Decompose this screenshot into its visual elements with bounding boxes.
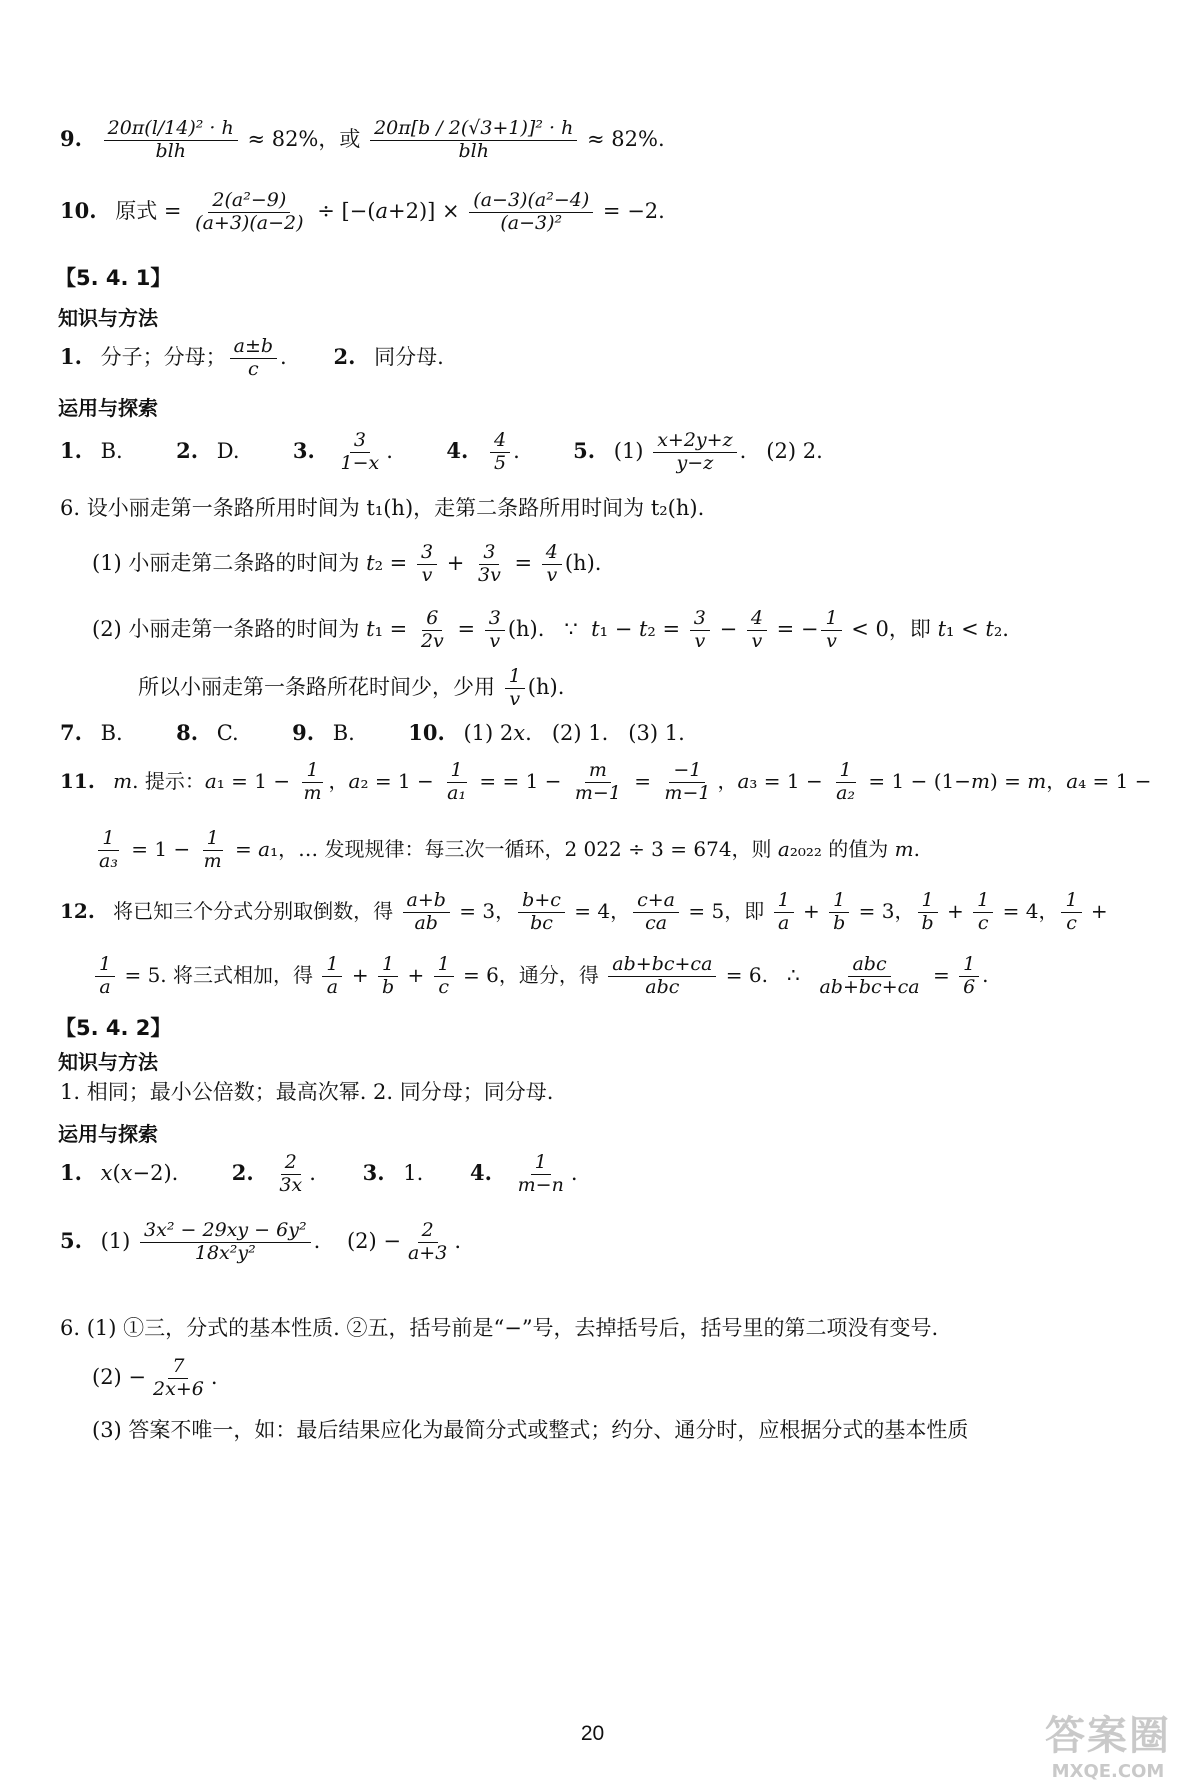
s542-a1: 1. x(x−2). 2. $\frac{2}{3x}$ . 3. 1. 4. $\frac{1}{m-n}$ . — [60, 1151, 578, 1196]
subheading-knowledge-541: 知识与方法 — [58, 306, 158, 330]
s541-a7: 7. B. 8. C. 9. B. 10. (1) 2x. (2) 1. (3) 1. — [60, 720, 685, 745]
s542-a5: 5. (1) $\frac{\text{3x² − 29xy − 6y²}}{\text{18x²y²}}$ . (2) − $\frac{2}{a+3}$ . — [60, 1219, 461, 1264]
s541-a6-1: (1) 小丽走第二条路的时间为 t₂ = $\frac{3}{v}$ + $\frac{3}{3v}$ = $\frac{4}{v}$ (h). — [92, 541, 602, 586]
s541-a6: 6. 设小丽走第一条路所用时间为 t₁(h)，走第二条路所用时间为 t₂(h). — [60, 496, 705, 520]
s541-a1: 1. B. 2. D. 3. $\frac{3}{1-x}$ . 4. $\frac{4}{5}$ . 5. (1) $\frac{x+2y+z}{y-z}$ . (2) 2. — [60, 429, 823, 474]
s541-a12b: $\frac{1}{a}$ = 5. 将三式相加，得 $\frac{1}{a}$ + $\frac{1}{b}$ + $\frac{1}{c}$ = 6，通分，得 $\frac{ab+bc+ca}{\text{abc}}$ = 6. ∴ $\frac{\text{abc}}{ab+bc+ca}$ = $\frac{1}{6}$ . — [92, 954, 989, 999]
watermark-url: MXQE.COM — [1051, 1761, 1165, 1782]
s542-k1: 1. 相同；最小公倍数；最高次幂. 2. 同分母；同分母. — [60, 1080, 554, 1104]
subheading-apply-541: 运用与探索 — [58, 396, 158, 420]
s541-a11a: 11. m. 提示：a₁ = 1 − $\frac{1}{m}$ ，a₂ = 1 − $\frac{1}{\text{a₁}}$ = = 1 − $\frac{m}{m-1}$ = $\frac{-1}{m-1}$ ，a₃ = 1 − $\frac{1}{\text{a₂}}$ = 1 − (1−m) = m，a₄ = 1 − — [60, 759, 1152, 804]
watermark-logo — [1045, 1704, 1171, 1782]
s541-a6-3: 所以小丽走第一条路所花时间少，少用 $\frac{1}{v}$ (h). — [138, 665, 565, 710]
s542-a6-2: (2) − $\frac{7}{2x+6}$ . — [92, 1355, 218, 1400]
line-10: 10. 原式 = $\frac{\text{2(a²−9)}}{(a+3)(a-2)}$ ÷ [−(a+2)] × $\frac{\text{(a−3)(a²−4)}}{\text{(a−3)²}}$ = −2. — [60, 189, 665, 234]
s541-a11b: $\frac{1}{\text{a₃}}$ = 1 − $\frac{1}{m}$ = a₁，… 发现规律：每三次一循环，2 022 ÷ 3 = 674，则 a₂₀₂₂ 的值为 m. — [99, 827, 920, 872]
s542-a6-3: (3) 答案不唯一，如：最后结果应化为最简分式或整式；约分、通分时，应根据分式的基本性质 — [92, 1418, 969, 1442]
section-heading-541: 【5. 4. 1】 — [55, 266, 172, 290]
s541-a6-2: (2) 小丽走第一条路的时间为 t₁ = $\frac{6}{2v}$ = $\frac{3}{v}$ (h). ∵ t₁ − t₂ = $\frac{3}{v}$ − $\frac{4}{v}$ = − $\frac{1}{v}$ < 0，即 t₁ < t₂. — [92, 607, 1009, 652]
s541-a12a: 12. 将已知三个分式分别取倒数，得 $\frac{a+b}{ab}$ = 3， $\frac{b+c}{bc}$ = 4， $\frac{c+a}{ca}$ = 5，即 $\frac{1}{a}$ + $\frac{1}{b}$ = 3， $\frac{1}{b}$ + $\frac{1}{c}$ = 4， $\frac{1}{c}$ + — [60, 889, 1108, 934]
watermark-text: 答案圈 — [1045, 1713, 1171, 1759]
subheading-apply-542: 运用与探索 — [58, 1122, 158, 1146]
s541-k1: 1. 分子；分母； $\frac{a\pm b}{c}$ . 2. 同分母. — [60, 335, 444, 380]
line-9: 9. $\frac{\text{20π(l/14)² · h}}{\text{blh}}$ ≈ 82%，或 $\frac{\text{20π[b / 2(√3+1)]² · h}}{\text{blh}}$ ≈ 82%. — [60, 117, 665, 162]
s542-a6: 6. (1) ①三，分式的基本性质. ②五，括号前是“−”号，去掉括号后，括号里的第二项没有变号. — [60, 1316, 939, 1340]
page-number: 20 — [580, 1722, 605, 1745]
section-heading-542: 【5. 4. 2】 — [55, 1016, 172, 1040]
subheading-knowledge-542: 知识与方法 — [58, 1050, 158, 1074]
